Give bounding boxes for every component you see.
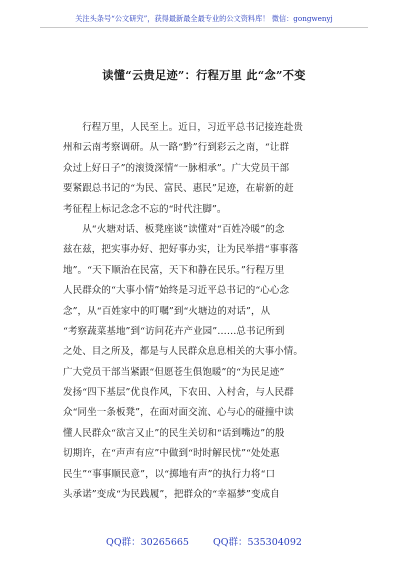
body-line: 发扬“四下基层”优良作风，下农田、入村舍，与人民群: [63, 387, 294, 399]
body-line: “考察蔬菜基地”到“访问花卉产业园”……总书记所到: [63, 325, 285, 337]
body-line: 众“同坐一条板凳”，在面对面交流、心与心的碰撞中读: [63, 407, 294, 419]
body-line: 念”，从“百姓家中的叮嘱”到“火塘边的对话”，从: [63, 305, 271, 317]
footer-qq-group-1: QQ群：30265665: [106, 537, 189, 548]
document-body: [63, 118, 351, 505]
body-line: 要紧跟总书记的“为民、富民、惠民”足迹，在崭新的赶: [63, 183, 294, 195]
body-line: 切期许，在“声声有应”中做到“时时解民忧”“处处惠: [63, 448, 280, 460]
body-line: 头承诺”变成“为民践履”，把群众的“幸福梦”变成自: [63, 489, 280, 501]
footer-qq-group-2: QQ群：535304092: [212, 537, 302, 548]
footer-contact: [0, 534, 408, 548]
body-line: 考征程上标记念念不忘的“时代注脚”。: [63, 203, 227, 215]
body-line: 人民群众的“大事小情”始终是习近平总书记的“心心念: [63, 285, 290, 297]
body-line: 众过上好日子”的滚烫深情“一脉相承”。广大党员干部: [63, 162, 290, 174]
header-divider: [40, 27, 368, 28]
body-line: 从“火塘对话、板凳座谈”读懂对“百姓冷暖”的念: [63, 223, 285, 235]
header-promo-note: 关注头条号“公文研究”，获得最新最全最专业的公文资料库！ 微信：gongwenyj: [75, 14, 333, 23]
body-line: 之处、目之所及，都是与人民群众息息相关的大事小情。: [63, 346, 304, 358]
document-title: 读懂“云贵足迹”：行程万里 此“念”不变: [102, 68, 306, 82]
body-line: 广大党员干部当紧跟“但愿苍生俱饱暖”的“为民足迹”: [63, 366, 285, 378]
body-line: 懂人民群众“欲言又止”的民生关切和“话到嘴边”的殷: [63, 427, 285, 439]
body-line: 兹在兹，把实事办好、把好事办实，让为民举措“事事落: [63, 244, 299, 256]
body-line: 民生”“事事顺民意”，以“掷地有声”的执行力将“口: [63, 468, 276, 480]
body-line: 地”。“天下顺治在民富，天下和静在民乐。”行程万里: [63, 264, 285, 276]
body-line: 行程万里，人民至上。近日，习近平总书记接连赴贵: [63, 122, 304, 133]
body-line: 州和云南考察调研。从一路“黔”行到彩云之南，“让群: [63, 142, 290, 154]
